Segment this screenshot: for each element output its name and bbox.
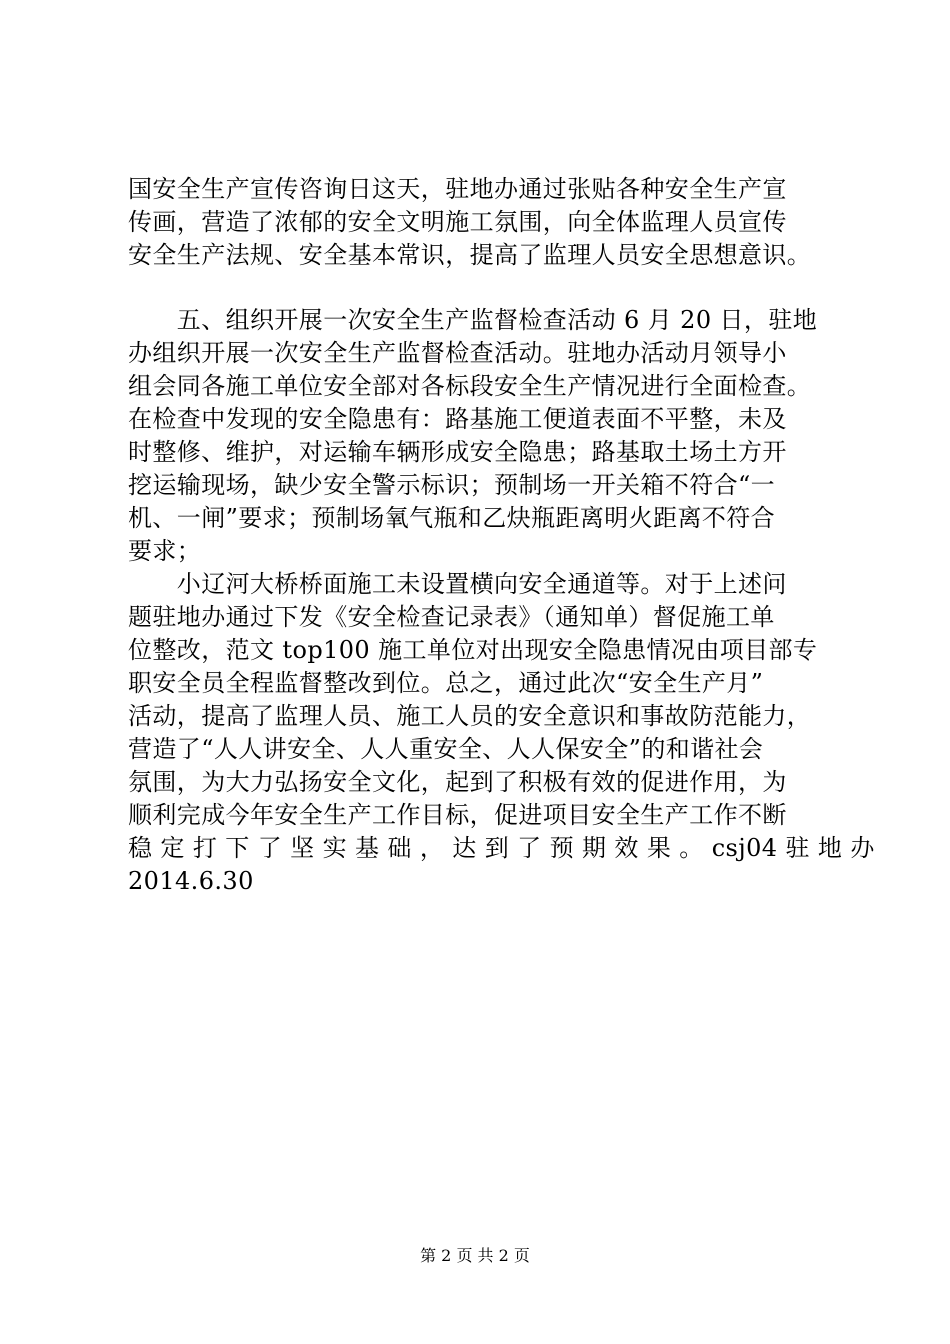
- text-line: 挖运输现场，缺少安全警示标识；预制场一开关箱不符合“一: [128, 471, 776, 499]
- text-line: 国安全生产宣传咨询日这天，驻地办通过张贴各种安全生产宣: [128, 175, 787, 203]
- text-line: 时整修、维护，对运输车辆形成安全隐患；路基取土场土方开: [128, 438, 787, 466]
- text-line: 位整改，范文 top100 施工单位对出现安全隐患情况由项目部专: [128, 636, 818, 664]
- page-number-footer: 第 2 页 共 2 页: [420, 1246, 530, 1265]
- text-line: 营造了“人人讲安全、人人重安全、人人保安全”的和谐社会: [128, 735, 764, 763]
- text-line: 小辽河大桥桥面施工未设置横向安全通道等。对于上述问: [128, 570, 787, 598]
- text-line: 要求；: [128, 537, 202, 565]
- text-line: 2014.6.30: [128, 867, 254, 895]
- text-line: 题驻地办通过下发《安全检查记录表》（通知单）督促施工单: [128, 603, 775, 631]
- text-line: 机、一闸”要求；预制场氧气瓶和乙炔瓶距离明火距离不符合: [128, 504, 776, 532]
- text-line: 顺利完成今年安全生产工作目标，促进项目安全生产工作不断: [128, 801, 787, 829]
- text-line: 传画，营造了浓郁的安全文明施工氛围，向全体监理人员宣传: [128, 208, 787, 236]
- text-line: 职安全员全程监督整改到位。总之，通过此次“安全生产月”: [128, 669, 764, 697]
- text-line: 组会同各施工单位安全部对各标段安全生产情况进行全面检查。: [128, 372, 812, 400]
- text-line: 氛围，为大力弘扬安全文化，起到了积极有效的促进作用，为: [128, 768, 787, 796]
- text-line: 办组织开展一次安全生产监督检查活动。驻地办活动月领导小: [128, 339, 787, 367]
- text-line: 活动，提高了监理人员、施工人员的安全意识和事故防范能力，: [128, 702, 812, 730]
- text-line: 五、组织开展一次安全生产监督检查活动 6 月 20 日，驻地: [128, 306, 818, 334]
- text-line: 安全生产法规、安全基本常识，提高了监理人员安全思想意识。: [128, 241, 812, 269]
- text-line: 稳 定 打 下 了 坚 实 基 础 ， 达 到 了 预 期 效 果 。 csj04 驻 地 办: [128, 834, 875, 862]
- text-line: 在检查中发现的安全隐患有：路基施工便道表面不平整，未及: [128, 405, 787, 433]
